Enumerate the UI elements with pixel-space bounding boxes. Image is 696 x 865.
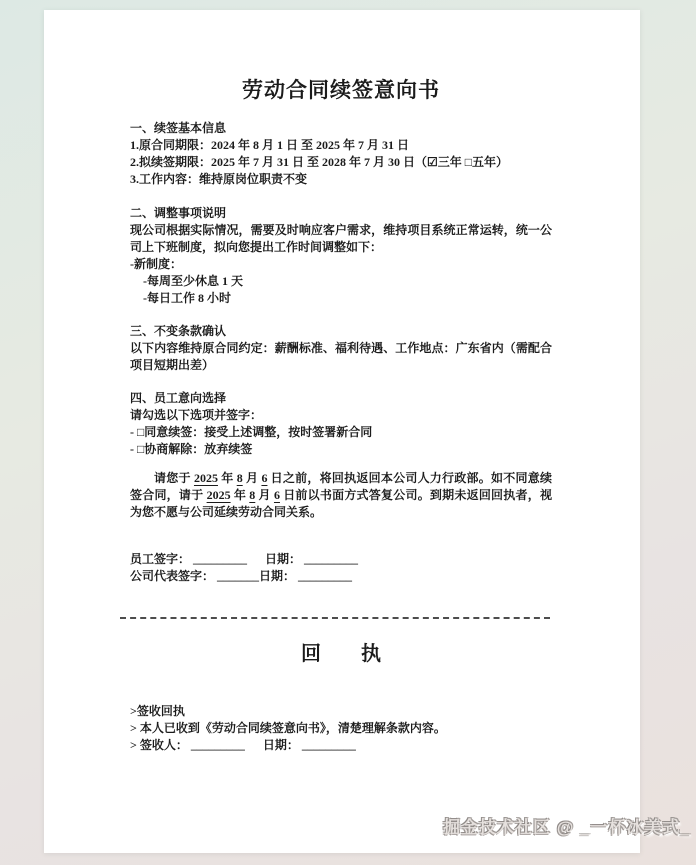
employee-signature-blank: _________	[193, 552, 248, 566]
receipt-signer-blank: _________	[190, 738, 245, 752]
notice-text: 日之前，将回执返回本公司人力行政部。如不同意续签合同，请于	[130, 471, 552, 502]
section-unchanged-terms	[130, 323, 552, 374]
renewal-term-line	[130, 154, 552, 171]
option-label: 同意续签：接受上述调整，按时签署新合同	[144, 425, 373, 439]
receipt-signer-row	[130, 737, 552, 754]
policy-item-hours: -每日工作 8 小时	[143, 291, 231, 305]
section-heading: 四、员工意向选择	[130, 391, 227, 405]
section-basic-info	[130, 120, 552, 188]
underlined-year: 2025	[206, 488, 231, 502]
section-adjustment	[130, 205, 552, 307]
receipt-sign-heading: >签收回执	[130, 704, 185, 718]
option-prefix: -	[130, 442, 137, 456]
renewal-term-text: 2.拟续签期限：2025 年 7 月 31 日 至 2028 年 7 月 30 日（	[130, 155, 428, 169]
notice-text: 月	[255, 488, 274, 502]
underlined-year: 2025	[193, 471, 218, 485]
three-year-label: 三年	[437, 155, 465, 169]
document-content	[44, 10, 640, 754]
checkbox-checked-icon: ☑	[427, 155, 438, 169]
section-heading: 三、不变条款确认	[130, 324, 227, 338]
intent-instruction: 请勾选以下选项并签字：	[130, 408, 263, 422]
checkbox-unchecked-icon: □	[137, 442, 145, 456]
work-content-line: 3.工作内容：维持原岗位职责不变	[130, 172, 308, 186]
notice-text: 请您于	[154, 471, 194, 485]
date-label: 日期：	[265, 552, 305, 566]
notice-text: 日前以书面方式答复公司。到期未返回回执者，视为您不愿与公司延续劳动合同关系。	[130, 488, 552, 519]
notice-text: 年	[217, 471, 237, 485]
receipt-block	[130, 703, 552, 754]
date-label: 日期：	[259, 569, 299, 583]
notice-text: 年	[230, 488, 250, 502]
document-title: 劳动合同续签意向书	[242, 79, 440, 102]
five-year-label: 五年）	[472, 155, 509, 169]
policy-item-rest: -每周至少休息 1 天	[143, 274, 243, 288]
document-page	[44, 10, 640, 853]
unchanged-terms-paragraph: 以下内容维持原合同约定：薪酬标准、福利待遇、工作地点：广东省内（需配合项目短期出差）	[130, 341, 552, 372]
checkbox-unchecked-icon: □	[464, 155, 473, 169]
option-negotiated-termination	[130, 441, 552, 458]
date-blank: _________	[304, 552, 359, 566]
date-blank: _________	[301, 738, 356, 752]
watermark: 掘金技术社区 @ _一杯冰美式_	[443, 818, 691, 837]
section-employee-intent	[130, 390, 552, 458]
underlined-month: 8	[236, 471, 243, 485]
original-contract-term-line: 1.原合同期限：2024 年 8 月 1 日 至 2025 年 7 月 31 日	[130, 138, 410, 152]
date-label: 日期：	[262, 738, 302, 752]
employee-signature-row	[130, 551, 552, 568]
section-heading: 一、续签基本信息	[130, 121, 227, 135]
date-blank: _________	[298, 569, 353, 583]
company-signature-row	[130, 568, 552, 585]
section-heading: 二、调整事项说明	[130, 206, 227, 220]
underlined-day: 6	[273, 488, 280, 502]
receipt-ack-line: > 本人已收到《劳动合同续签意向书》，清楚理解条款内容。	[130, 721, 446, 735]
receipt-signer-label: > 签收人：	[130, 738, 191, 752]
underlined-month: 8	[249, 488, 256, 502]
company-signature-label: 公司代表签字：	[130, 569, 218, 583]
return-notice-paragraph	[130, 470, 552, 521]
new-policy-label: -新制度：	[130, 257, 182, 271]
company-signature-blank: _______	[217, 569, 260, 583]
option-prefix: -	[130, 425, 137, 439]
notice-text: 月	[242, 471, 262, 485]
employee-signature-label: 员工签字：	[130, 552, 194, 566]
cut-line-divider	[120, 617, 550, 619]
checkbox-unchecked-icon: □	[137, 425, 145, 439]
signature-block	[130, 551, 552, 585]
receipt-title: 回 执	[301, 643, 381, 665]
underlined-day: 6	[261, 471, 268, 485]
option-agree-renewal	[130, 424, 552, 441]
adjustment-paragraph: 现公司根据实际情况，需要及时响应客户需求，维持项目系统正常运转，统一公司上下班制度，拟向您提出工作时间调整如下：	[130, 223, 552, 254]
option-label: 协商解除：放弃续签	[144, 442, 253, 456]
